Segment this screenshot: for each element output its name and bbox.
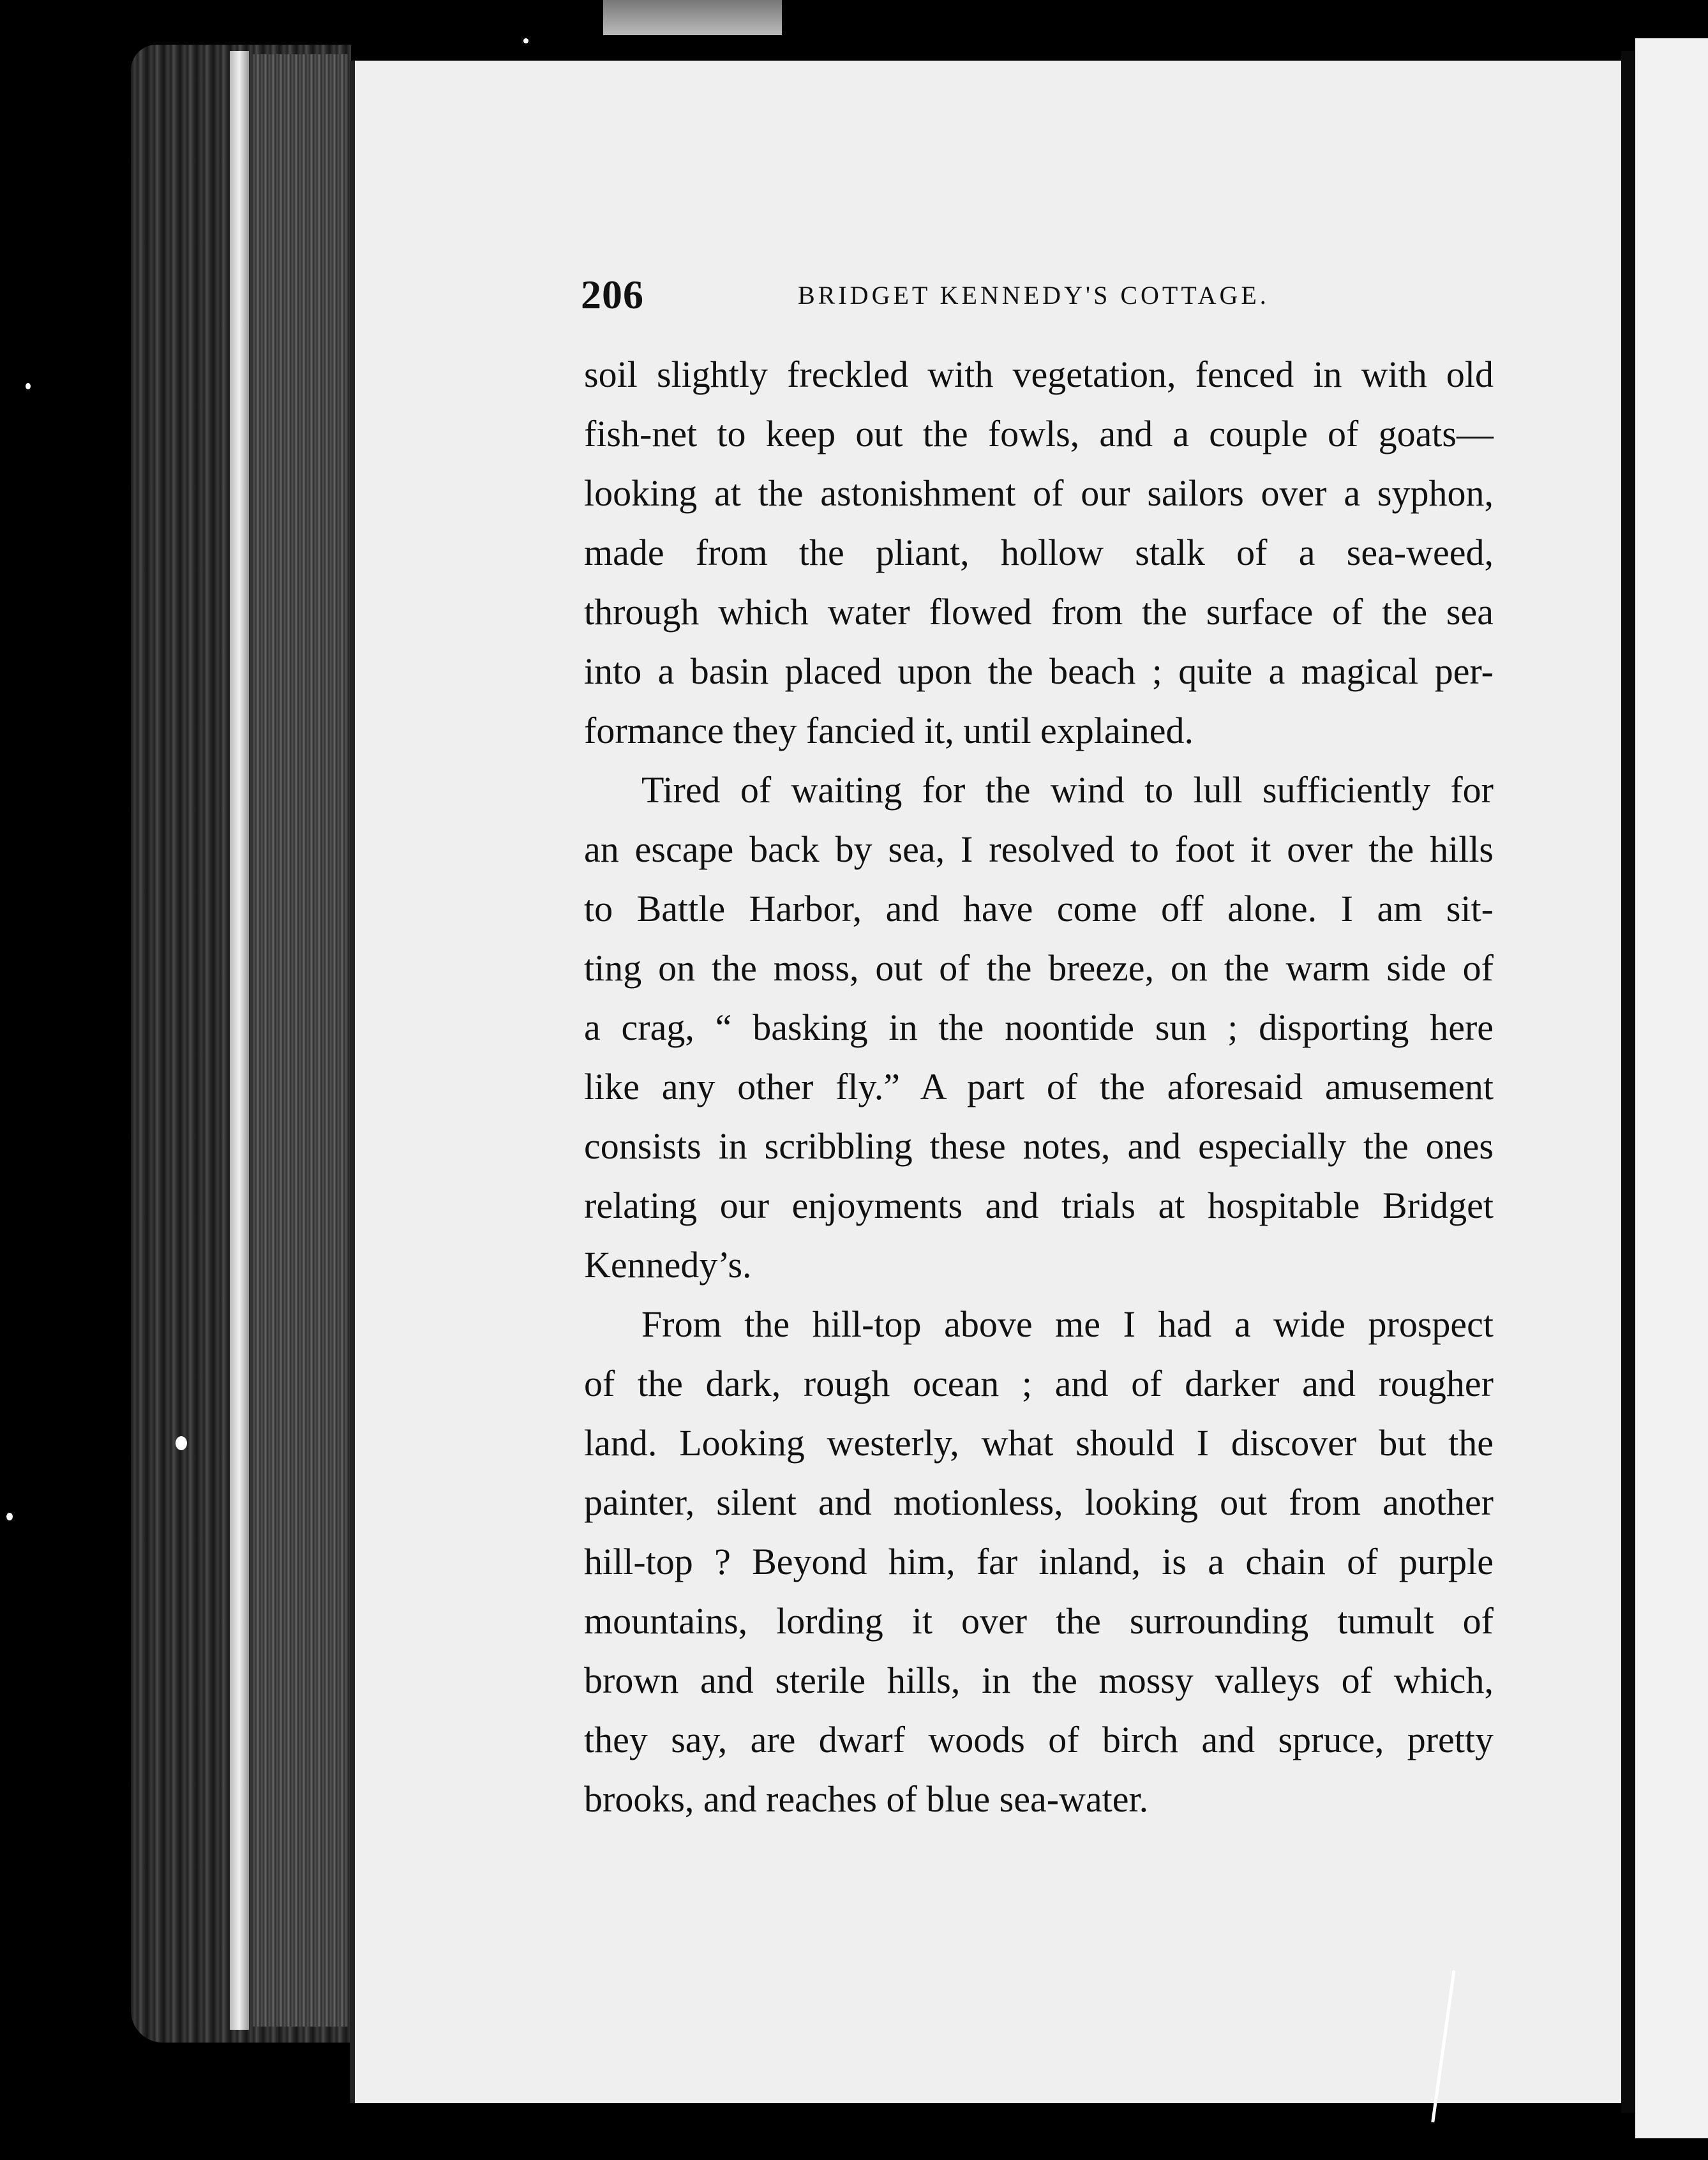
text-line: made from the pliant, hollow stalk of a sea-weed, xyxy=(584,532,1494,573)
text-line: soil slightly freckled with vegetation, fenced in with old xyxy=(584,354,1494,395)
text-line: painter, silent and motionless, looking out from another xyxy=(584,1481,1494,1523)
book-edge-highlight xyxy=(230,51,249,2030)
page-header xyxy=(581,271,1283,329)
scan-speck xyxy=(6,1513,13,1520)
text-line: land. Looking westerly, what should I discover but the xyxy=(584,1422,1494,1464)
text-line: looking at the astonishment of our sailors over a syphon, xyxy=(584,472,1494,514)
text-line: brooks, and reaches of blue sea-water. xyxy=(584,1778,1149,1820)
text-line: fish-net to keep out the fowls, and a couple of goats— xyxy=(584,413,1494,454)
text-line: hill-top ? Beyond him, far inland, is a chain of purple xyxy=(584,1541,1494,1582)
text-line: an escape back by sea, I resolved to foot it over the hills xyxy=(584,829,1494,870)
text-line: a crag, “ basking in the noontide sun ; disporting here xyxy=(584,1007,1494,1048)
gutter-shadow xyxy=(1621,51,1635,2113)
text-line: they say, are dwarf woods of birch and spruce, pretty xyxy=(584,1719,1494,1760)
scan-speck xyxy=(523,38,528,43)
text-line: into a basin placed upon the beach ; quite a magical per- xyxy=(584,650,1494,692)
body-text xyxy=(584,345,1494,1829)
text-line: relating our enjoyments and trials at hospitable Bridget xyxy=(584,1185,1494,1226)
text-line: mountains, lording it over the surrounding tumult of xyxy=(584,1600,1494,1642)
text-line: From the hill-top above me I had a wide prospect xyxy=(641,1303,1494,1345)
text-line: to Battle Harbor, and have come off alone. I am sit- xyxy=(584,888,1494,929)
text-line: ting on the moss, out of the breeze, on the warm side of xyxy=(584,947,1494,989)
top-binding-tab xyxy=(603,0,782,35)
text-line: Kennedy’s. xyxy=(584,1244,752,1286)
text-line: like any other fly.” A part of the aforesaid amusement xyxy=(584,1066,1494,1107)
scan-speck xyxy=(176,1436,187,1450)
text-line: of the dark, rough ocean ; and of darker and rougher xyxy=(584,1363,1494,1404)
text-line: Tired of waiting for the wind to lull sufficiently for xyxy=(641,769,1494,811)
text-line: consists in scribbling these notes, and especially the ones xyxy=(584,1125,1494,1167)
book-page-stack xyxy=(252,54,348,2027)
text-line: brown and sterile hills, in the mossy valleys of which, xyxy=(584,1660,1494,1701)
text-line: through which water flowed from the surface of the sea xyxy=(584,591,1494,633)
text-line: formance they fancied it, until explained. xyxy=(584,710,1194,751)
scan-speck xyxy=(26,383,31,389)
facing-page-edge xyxy=(1635,38,1708,2138)
running-head: BRIDGET KENNEDY'S COTTAGE. xyxy=(798,281,1270,310)
page-number: 206 xyxy=(581,272,644,317)
